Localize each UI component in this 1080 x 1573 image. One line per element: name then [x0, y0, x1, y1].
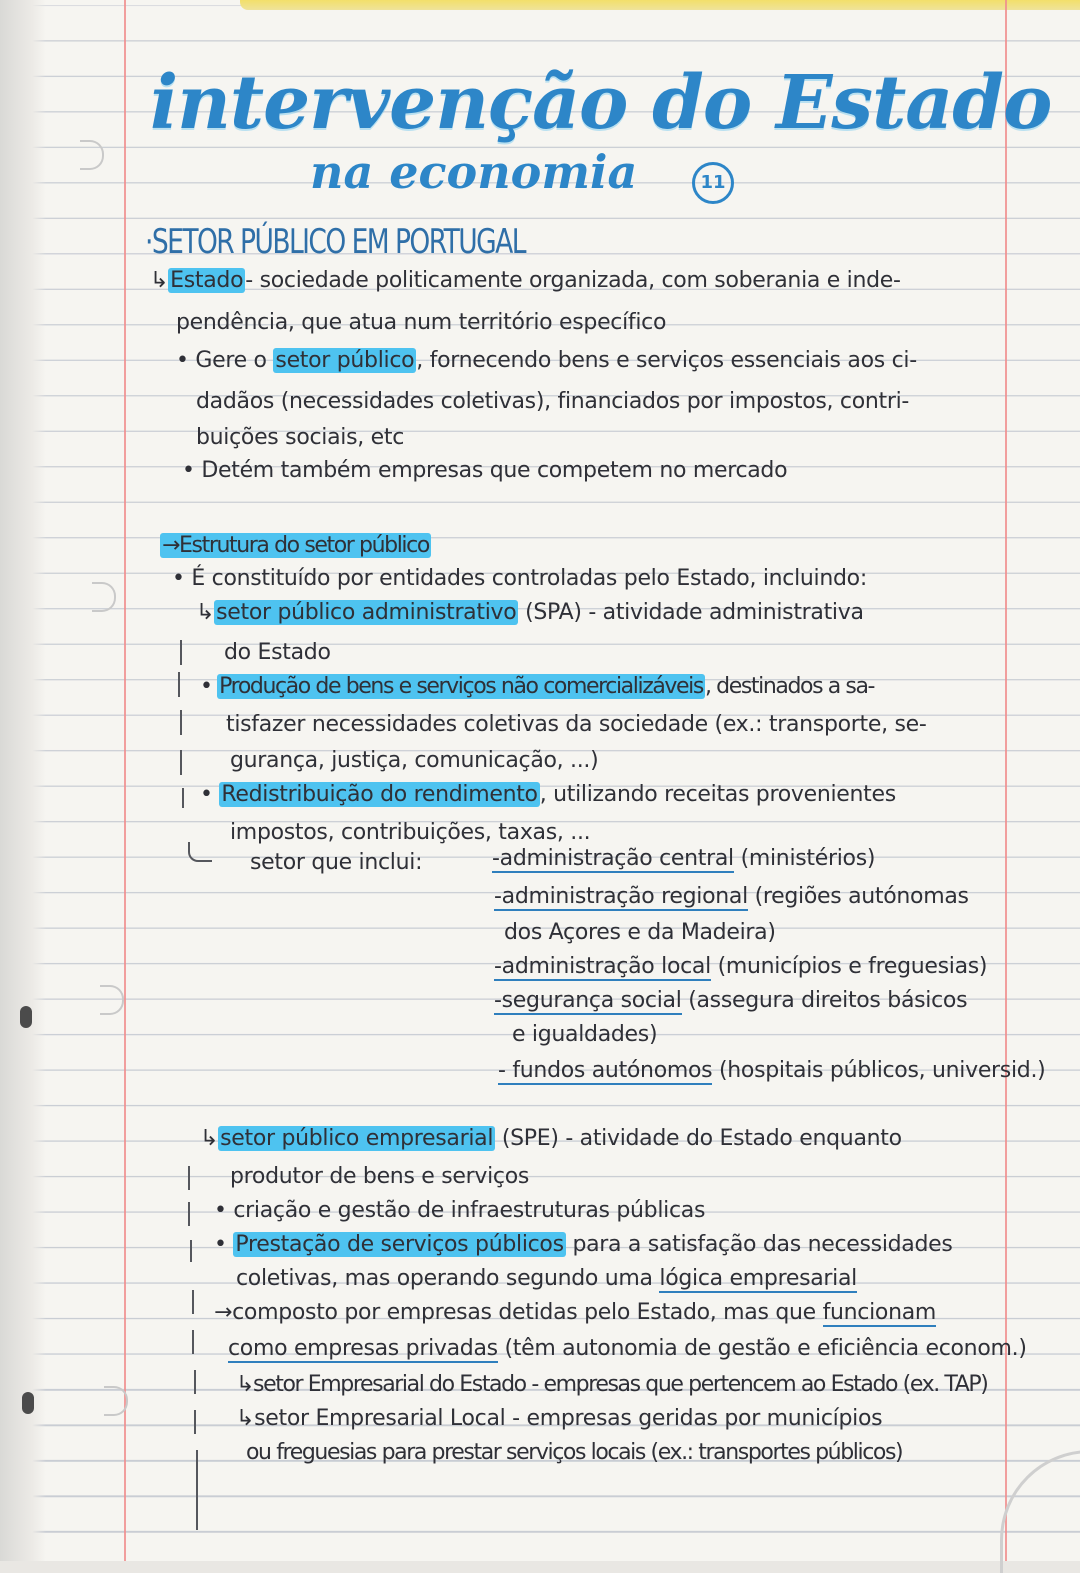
- bullet-item: • Gere o setor público, fornecendo bens e serviços essenciais aos ci-: [176, 348, 917, 373]
- page-subtitle: na economia: [310, 145, 638, 199]
- bullet-item: • criação e gestão de infraestruturas públicas: [214, 1198, 706, 1223]
- text-line: coletivas, mas operando segundo uma lógica empresarial: [236, 1266, 857, 1291]
- text-line: como empresas privadas (têm autonomia de gestão e eficiência econom.): [228, 1336, 1027, 1361]
- list-item: -segurança social (assegura direitos básicos: [494, 988, 968, 1013]
- ring-hole: [80, 140, 104, 170]
- text-line: e igualdades): [512, 1022, 658, 1047]
- ring-hole: [100, 985, 124, 1015]
- margin-bar: [196, 1450, 198, 1530]
- text-line: gurança, justiça, comunicação, ...): [230, 748, 599, 773]
- margin-bar: [188, 1166, 190, 1190]
- list-item: -administração local (municípios e freguesias): [494, 954, 988, 979]
- highlight-term: setor público: [275, 348, 415, 373]
- text-line: ou freguesias para prestar serviços locais (ex.: transportes públicos): [246, 1440, 903, 1465]
- margin-bar: [190, 1240, 192, 1262]
- text-line: dadãos (necessidades coletivas), financiados por impostos, contri-: [196, 389, 910, 414]
- bullet-item: • Detém também empresas que competem no mercado: [182, 458, 788, 483]
- highlight-term: Prestação de serviços públicos: [235, 1232, 564, 1257]
- margin-bar: [180, 750, 182, 775]
- curved-arrow-icon: ↳: [196, 600, 215, 625]
- spe-line: ↳setor público empresarial (SPE) - atividade do Estado enquanto: [200, 1126, 902, 1151]
- return-arrow-icon: [188, 842, 212, 862]
- list-item: ↳setor Empresarial do Estado - empresas que pertencem ao Estado (ex. TAP): [236, 1372, 988, 1397]
- margin-bar: [188, 1202, 190, 1226]
- bullet-item: • Redistribuição do rendimento, utilizando receitas provenientes: [200, 782, 896, 807]
- chapter-number-badge: 11: [692, 162, 734, 204]
- margin-bar: [192, 1290, 194, 1314]
- bullet-item: • É constituído por entidades controladas pelo Estado, incluindo:: [172, 566, 867, 591]
- text-line: pendência, que atua num território específico: [176, 310, 667, 335]
- right-margin-line: [1005, 0, 1007, 1561]
- curved-arrow-icon: ↳: [200, 1126, 219, 1151]
- text-line: →composto por empresas detidas pelo Estado, mas que funcionam: [214, 1300, 937, 1325]
- text-line: setor que inclui:: [250, 850, 423, 875]
- ring-hole: [92, 582, 116, 612]
- estado-definition-line: ↳Estado- sociedade politicamente organizada, com soberania e inde-: [150, 268, 901, 293]
- margin-bar: [192, 1330, 194, 1354]
- text-line: buições sociais, etc: [196, 425, 404, 450]
- text-line: impostos, contribuições, taxas, ...: [230, 820, 591, 845]
- curved-arrow-icon: ↳: [150, 268, 169, 293]
- left-margin-line: [124, 0, 126, 1561]
- bullet-item: • Produção de bens e serviços não comercializáveis, destinados a sa-: [200, 674, 875, 699]
- subsection-heading: →Estrutura do setor público: [162, 533, 429, 558]
- highlight-term: setor público empresarial: [220, 1126, 494, 1151]
- text-line: do Estado: [224, 640, 331, 665]
- highlight-term: Redistribuição do rendimento: [221, 782, 538, 807]
- page-curl: [1000, 1450, 1080, 1573]
- page-edge-shadow: [0, 0, 46, 1561]
- list-item: -administração central (ministérios): [492, 846, 876, 871]
- list-item: -administração regional (regiões autónomas: [494, 884, 969, 909]
- page-title: intervenção do Estado: [150, 60, 1052, 146]
- punch-hole: [22, 1392, 34, 1414]
- spa-line: ↳setor público administrativo (SPA) - atividade administrativa: [196, 600, 864, 625]
- margin-bar: [194, 1410, 196, 1434]
- margin-bar: [178, 672, 180, 697]
- margin-bar: [194, 1370, 196, 1394]
- margin-bar: [182, 788, 184, 808]
- yellow-tape: [240, 0, 1080, 10]
- text-line: tisfazer necessidades coletivas da sociedade (ex.: transporte, se-: [226, 712, 927, 737]
- bullet-item: • Prestação de serviços públicos para a satisfação das necessidades: [214, 1232, 953, 1257]
- highlight-term: Estado: [170, 268, 244, 293]
- margin-bar: [180, 640, 182, 665]
- list-item: ↳setor Empresarial Local - empresas geridas por municípios: [236, 1406, 883, 1431]
- highlight-term: Produção de bens e serviços não comercializáveis: [219, 674, 703, 699]
- text-line: dos Açores e da Madeira): [504, 920, 776, 945]
- list-item: - fundos autónomos (hospitais públicos, universid.): [498, 1058, 1046, 1083]
- section-heading: ·SETOR PÚBLICO EM PORTUGAL: [145, 222, 525, 262]
- text-line: produtor de bens e serviços: [230, 1164, 530, 1189]
- highlight-term: setor público administrativo: [216, 600, 517, 625]
- margin-bar: [180, 710, 182, 735]
- punch-hole: [20, 1006, 32, 1028]
